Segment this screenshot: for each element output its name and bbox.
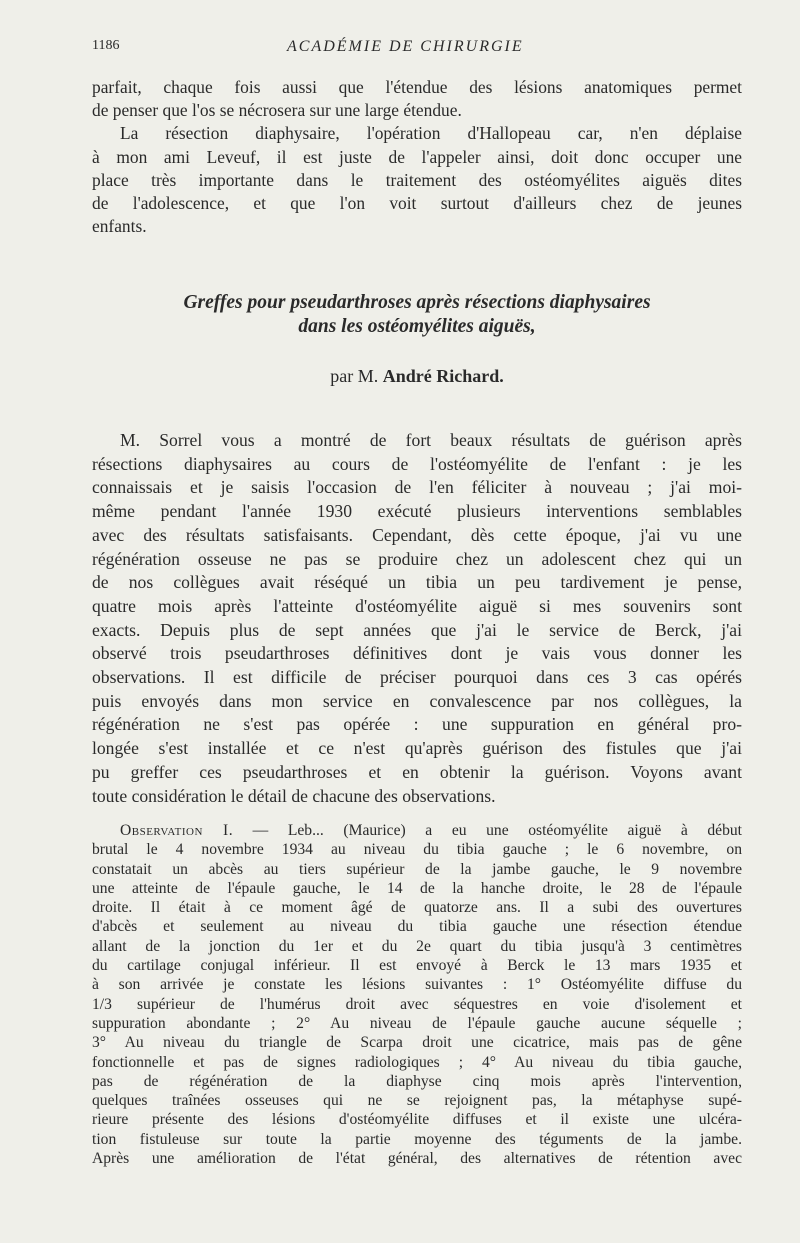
text-line: droite. Il était à ce moment âgé de quatorze ans. Il a subi des ouvertures bbox=[92, 899, 742, 917]
text-line: constatait un abcès au tiers supérieur de la jambe gauche, le 9 novembre bbox=[92, 860, 742, 878]
text-line: place très importante dans le traitement des ostéomyélites aiguës dites bbox=[92, 169, 742, 190]
article-title-line: dans les ostéomyélites aiguës, bbox=[298, 316, 536, 337]
observation-label: Observation I. bbox=[120, 822, 234, 839]
text-line: M. Sorrel vous a montré de fort beaux résultats de guérison après bbox=[120, 430, 742, 450]
observation-paragraph bbox=[92, 821, 742, 1168]
text-line: tion fistuleuse sur toute la partie moyenne des téguments de la jambe. bbox=[92, 1130, 742, 1148]
text-line: une atteinte de l'épaule gauche, le 14 de la hanche droite, le 28 de l'épaule bbox=[92, 879, 742, 897]
text-line: rieure présente des lésions d'ostéomyélite diffuses et il existe une ulcéra- bbox=[92, 1111, 742, 1129]
page-header bbox=[92, 38, 742, 58]
text-line: suppuration abondante ; 2° Au niveau de l'épaule gauche aucune séquelle ; bbox=[92, 1014, 742, 1032]
intro-paragraph bbox=[92, 76, 742, 238]
article-title-line: Greffes pour pseudarthroses après résections diaphysaires bbox=[183, 292, 651, 313]
text-line: à mon ami Leveuf, il est juste de l'appeler ainsi, doit donc occuper une bbox=[92, 146, 742, 167]
text-line: du cartilage conjugal inférieur. Il est envoyé à Berck le 13 mars 1935 et bbox=[92, 957, 742, 975]
text-line: observé trois pseudarthroses définitives dont je vais vous donner les bbox=[92, 643, 742, 664]
text-line: de l'adolescence, et que l'on voit surtout d'ailleurs chez de jeunes bbox=[92, 193, 742, 214]
text-line: connaissais et je saisis l'occasion de l'en féliciter à nouveau ; j'ai moi- bbox=[92, 477, 742, 498]
text-line: exacts. Depuis plus de sept années que j'ai le service de Berck, j'ai bbox=[92, 619, 742, 640]
text-line: à son arrivée je constate les lésions suivantes : 1° Ostéomyélite diffuse du bbox=[92, 976, 742, 994]
text-line: quelques traînées osseuses qui ne se rejoignent pas, la métaphyse supé- bbox=[92, 1092, 742, 1110]
article-byline bbox=[92, 366, 742, 387]
running-title: ACADÉMIE DE CHIRURGIE bbox=[287, 38, 524, 55]
text-line: Après une amélioration de l'état général, des alternatives de rétention avec bbox=[92, 1150, 742, 1168]
observation-first-line bbox=[92, 821, 742, 840]
text-line: de penser que l'os se nécrosera sur une large étendue. bbox=[92, 100, 462, 121]
text-line: puis envoyés dans mon service en convalescence par nos collègues, la bbox=[92, 690, 742, 711]
text-line: quatre mois après l'atteinte d'ostéomyélite aiguë si mes souvenirs sont bbox=[92, 595, 742, 616]
article-title bbox=[92, 291, 742, 339]
text-line: parfait, chaque fois aussi que l'étendue des lésions anatomiques permet bbox=[92, 77, 742, 97]
text-line: brutal le 4 novembre 1934 au niveau du tibia gauche ; le 6 novembre, on bbox=[92, 841, 742, 859]
observation-text: — Leb... (Maurice) a eu une ostéomyélite aiguë à début bbox=[233, 822, 742, 839]
body-paragraph bbox=[92, 429, 742, 808]
text-line: 1/3 supérieur de l'humérus droit avec séquestres en voie d'isolement et bbox=[92, 995, 742, 1013]
text-line: enfants. bbox=[92, 216, 147, 237]
byline-prefix: par M. bbox=[330, 366, 379, 386]
text-line: 3° Au niveau du triangle de Scarpa droit une cicatrice, mais pas de gêne bbox=[92, 1034, 742, 1052]
page-number: 1186 bbox=[92, 38, 120, 53]
text-line: observations. Il est difficile de préciser pourquoi dans ces 3 cas opérés bbox=[92, 667, 742, 688]
author-name: André Richard. bbox=[382, 366, 504, 386]
text-line: fonctionnelle et pas de signes radiologiques ; 4° Au niveau du tibia gauche, bbox=[92, 1053, 742, 1071]
text-line: régénération ne s'est pas opérée : une suppuration en général pro- bbox=[92, 714, 742, 735]
text-line: de nos collègues avait réséqué un tibia un peu tardivement je pense, bbox=[92, 572, 742, 593]
text-line: avec des résultats satisfaisants. Cependant, dès cette époque, j'ai vu une bbox=[92, 524, 742, 545]
text-line: même pendant l'année 1930 exécuté plusieurs interventions semblables bbox=[92, 501, 742, 522]
text-line: allant de la jonction du 1er et du 2e quart du tibia jusqu'à 3 centimètres bbox=[92, 937, 742, 955]
text-line: longée s'est installée et ce n'est qu'après guérison des fistules que j'ai bbox=[92, 738, 742, 759]
text-line: d'abcès et seulement au niveau du tibia gauche une résection étendue bbox=[92, 918, 742, 936]
text-line: La résection diaphysaire, l'opération d'Hallopeau car, n'en déplaise bbox=[120, 123, 742, 144]
text-line: toute considération le détail de chacune des observations. bbox=[92, 785, 496, 806]
text-line: pu greffer ces pseudarthroses et en obtenir la guérison. Voyons avant bbox=[92, 761, 742, 782]
text-line: pas de régénération de la diaphyse cinq mois après l'intervention, bbox=[92, 1072, 742, 1090]
text-line: régénération osseuse ne pas se produire chez un adolescent chez qui un bbox=[92, 548, 742, 569]
text-line: résections diaphysaires au cours de l'ostéomyélite de l'enfant : je les bbox=[92, 453, 742, 474]
